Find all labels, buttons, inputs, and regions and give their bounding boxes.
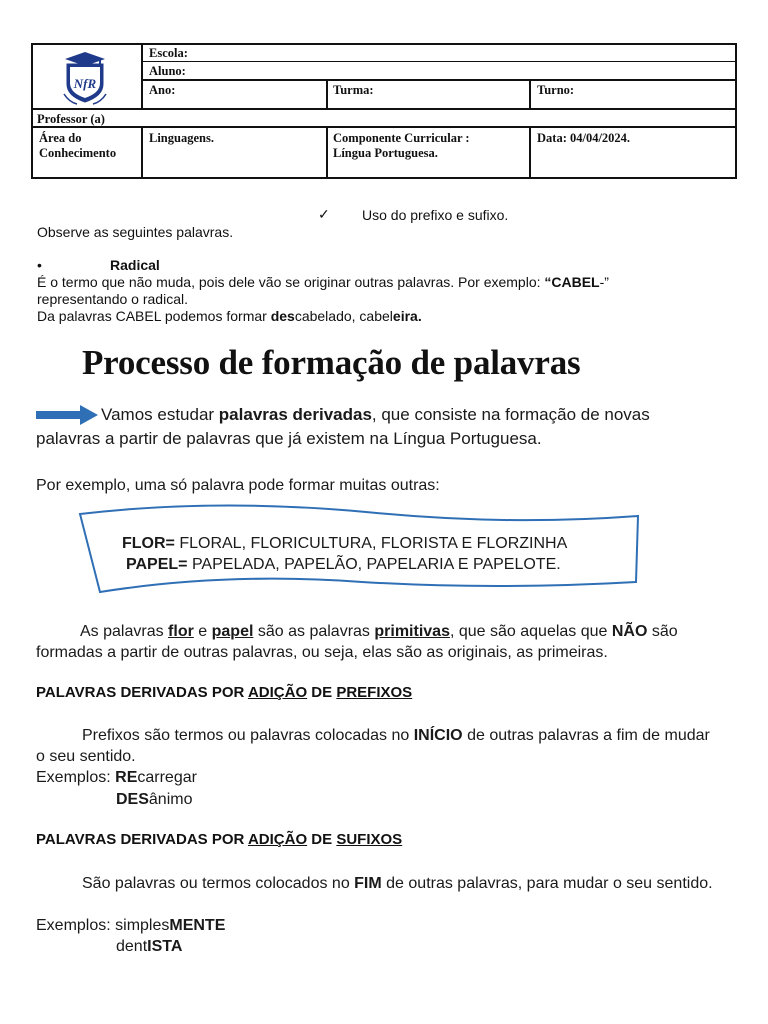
prefixos-example-2: DESânimo [116,791,193,808]
data-label: Data: 04/04/2024. [537,131,631,145]
componente-label: Componente Curricular : [333,131,470,145]
flor-examples: FLOR= FLORAL, FLORICULTURA, FLORISTA E FLORZINHA [122,535,568,552]
check-icon: ✓ [318,206,330,222]
area-label-line1: Área do [39,131,82,145]
area-label-line2: Conhecimento [39,146,117,160]
escola-label: Escola: [149,46,188,60]
radical-line-2: representando o radical. [37,291,188,307]
primitivas-line-1: As palavras flor e papel são as palavras primitivas, que são aquelas que NÃO são [80,623,678,640]
professor-label: Professor (a) [37,112,105,126]
radical-heading: Radical [110,257,160,273]
table-rule [141,61,737,62]
table-rule [326,79,328,109]
prefixos-example-1: Exemplos: REcarregar [36,769,197,786]
ano-label: Ano: [149,83,176,97]
table-rule [31,108,737,110]
right-arrow-icon [36,405,98,425]
table-rule [31,126,737,128]
table-rule [529,79,531,109]
sufixos-text: São palavras ou termos colocados no FIM de outras palavras, para mudar o seu sentido. [82,875,713,892]
area-value: Linguagens. [149,131,214,145]
papel-examples: PAPEL= PAPELADA, PAPELÃO, PAPELARIA E PAPELOTE. [126,556,561,573]
turno-label: Turno: [537,83,575,97]
sufixos-example-2: dentISTA [116,938,183,955]
radical-line-1: É o termo que não muda, pois dele vão se originar outras palavras. Por exemplo: “CABEL-” [37,274,609,290]
bullet-icon: • [37,257,42,273]
school-logo [61,50,109,106]
intro-line-2: palavras a partir de palavras que já existem na Língua Portuguesa. [36,429,542,448]
table-rule [141,43,143,109]
table-rule [326,126,328,179]
example-intro: Por exemplo, uma só palavra pode formar muitas outras: [36,477,440,494]
table-rule [529,126,531,179]
table-rule [141,126,143,179]
primitivas-line-2: formadas a partir de outras palavras, ou seja, elas são as originais, as primeiras. [36,644,608,661]
table-rule [141,79,737,81]
page-title: Processo de formação de palavras [82,343,581,382]
turma-label: Turma: [333,83,374,97]
radical-line-3: Da palavras CABEL podemos formar descabelado, cabeleira. [37,308,422,324]
intro-line-1: Vamos estudar palavras derivadas, que consiste na formação de novas [101,405,650,424]
prefixos-heading: PALAVRAS DERIVADAS POR ADIÇÃO DE PREFIXOS [36,684,413,701]
aluno-label: Aluno: [149,64,186,78]
prefixos-text-2: o seu sentido. [36,748,136,765]
sufixos-example-1: Exemplos: simplesMENTE [36,917,226,934]
componente-value: Língua Portuguesa. [333,146,438,160]
svg-text:NfR: NfR [73,76,97,91]
observe-text: Observe as seguintes palavras. [37,224,234,240]
prefixos-text-1: Prefixos são termos ou palavras colocadas no INÍCIO de outras palavras a fim de mudar [82,727,710,744]
topic-text: Uso do prefixo e sufixo. [362,207,509,223]
sufixos-heading: PALAVRAS DERIVADAS POR ADIÇÃO DE SUFIXOS [36,831,403,848]
